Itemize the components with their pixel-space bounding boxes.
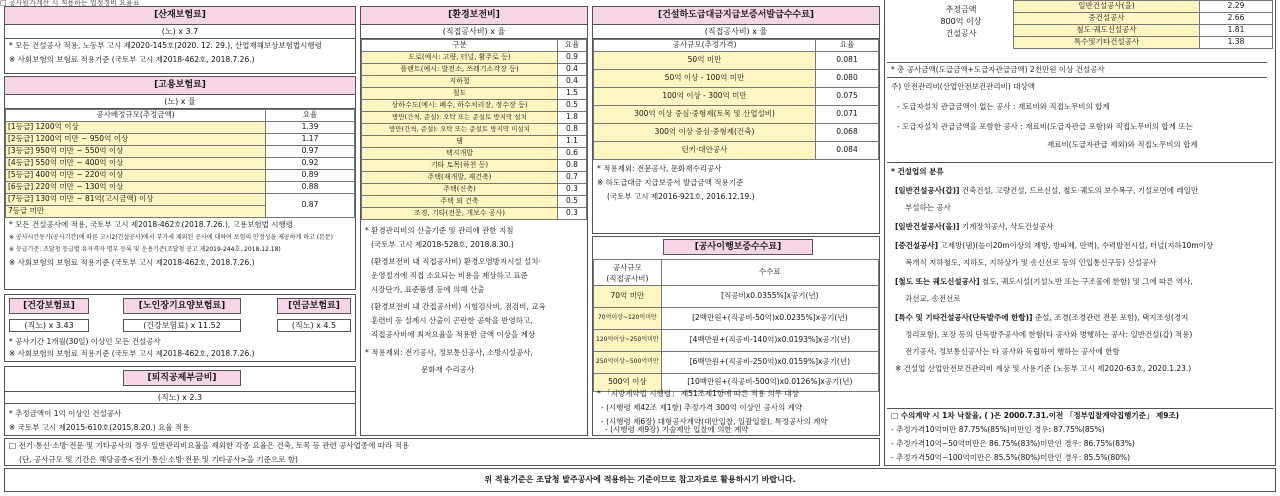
anjeon-line: - 도급자설치 관급금액이 없는 공사 : 재료비와 직접노무비의 합계 bbox=[897, 102, 1110, 111]
anjeon-line: - 도급자설치 관급금액을 포함한 공사 : 재료비(도급자관급 포함)와 직접노무비의 합계 또는 bbox=[897, 122, 1193, 131]
health-note: ※ 사회보험의 보험료 적용기준 (국토부 고시 제2018-462호, 2018.7.26.) bbox=[9, 349, 255, 358]
hado-title: [건설하도급대금지급보증서발급수수료] bbox=[593, 7, 879, 25]
hwangyeong-note: 훈련비 등 설계시 산출이 곤란한 공학을 반영하고, bbox=[371, 316, 533, 325]
gungang-formula: (직노) x 3.43 bbox=[9, 319, 89, 332]
suui-line: - 추정가격10억미만 87.75%(85%)미만인 경우: 87.75%(85%) bbox=[891, 425, 1105, 434]
sanjae-formula: (노) x 3.7 bbox=[5, 25, 355, 39]
right-section bbox=[884, 0, 1276, 466]
right-label: 추정금액 bbox=[945, 5, 977, 14]
table-row: 플랜트(예시: 발전소, 쓰레기소각장 등) 0.4 bbox=[362, 64, 587, 76]
hado-section bbox=[592, 6, 880, 234]
health-note: * 공사기간 1개월(30일) 이상인 모든 건설공사 bbox=[9, 337, 161, 346]
goyong-formula: (노) x 율 bbox=[5, 95, 355, 109]
table-row: 중건설공사 2.66 bbox=[1014, 13, 1273, 25]
hwangyeong-note: 운영절거에 직접 소요되는 비용을 계상하고 표준 bbox=[371, 271, 528, 280]
iheng-table bbox=[593, 259, 879, 392]
table-row: 일반건설공사(을) 2.29 bbox=[1014, 1, 1273, 13]
table-row: 7등급 미만 bbox=[6, 206, 355, 218]
footer-note: 위 적용기준은 조달청 발주공사에 적용하는 기준이므로 참고자료로 활용하시기 바랍니다. bbox=[4, 468, 1276, 492]
right-note: * 총 공사금액(도급금액+도급자관급금액) 2천만원 이상 건설공사 bbox=[887, 62, 1267, 78]
table-row: 120억이상~250억미만 [4백만원+(직공비-140억)x0.0193%]x공기(년) bbox=[594, 330, 879, 352]
hado-note: ※ 하도급대금 지급보증서 발급금액 적용기준 bbox=[597, 178, 744, 187]
hwangyeong-note: 직접공사비에 최저요율을 적용한 금액 이상을 계상 bbox=[371, 330, 536, 339]
table-row: [2등급] 1200억 미만 ~ 950억 이상 1.17 bbox=[6, 134, 355, 146]
safety-rate-table bbox=[889, 0, 1245, 58]
sanjae-note: * 모든 건설공사 적용, 노동부 고시 제2020-145호(2020. 12. 29.), 산업재해보상보험법시행령 bbox=[9, 41, 322, 50]
bunryu-item: [특수 및 기타건설공사(단독발주에 한함)] 준설, 조경(조경관련 전문 포함), 택지조성(경지 bbox=[895, 313, 1189, 322]
table-row: 50억 이상 - 100억 미만 0.080 bbox=[594, 70, 879, 88]
table-row: 100억 이상 - 300억 미만 0.075 bbox=[594, 88, 879, 106]
iheng-note: * 「지방계약법 시행령」 제51조제1항에 따른 적용 의무 대상 bbox=[597, 389, 799, 398]
suui-line: - 추정가격50억~100억미만은 85.5%(80%)미만인 경우: 85.5%(80%) bbox=[891, 453, 1131, 462]
iheng-note: - (시행령 제42조 제1항) 추정가격 300억 이상인 공사의 계약 bbox=[601, 403, 803, 412]
bottom-note-line: □ 전기·통신·소방·전문 및 기타공사의 경우 일반관리비요율을 제외한 각종 요율은 건축, 토목 등 관련 공사업종에 따라 적용 bbox=[9, 441, 410, 450]
hwangyeong-head: 구분 bbox=[362, 40, 558, 52]
table-row: 70억 미만 [직공비x0.0355%]x공기(년) bbox=[594, 286, 879, 308]
goyong-note: ※ 공사시간동기(공사기간)에 따른 고시2(건설공사)에서 부가세 제외된 공사에 대하여 보험의 안정성을 제공하게 하고 (본문) bbox=[9, 234, 333, 241]
table-row: [5등급] 400억 미만 ~ 220억 이상 0.89 bbox=[6, 170, 355, 182]
hwangyeong-note: * 환경관리비의 산출기준 및 관리에 관한 지침 bbox=[365, 226, 514, 235]
table-row: 특수및기타건설공사 1.38 bbox=[1014, 37, 1273, 49]
hado-table bbox=[593, 39, 879, 160]
toejik-section bbox=[4, 366, 356, 436]
hwangyeong-formula: (직접공사비) x 율 bbox=[361, 25, 587, 39]
goyong-head-rate: 요율 bbox=[266, 110, 355, 122]
hwangyeong-title: [환경보전비] bbox=[361, 7, 587, 25]
table-row: 250억이상~500억미만 [6백만원+(직공비-250억)x0.0159%]x공기(년) bbox=[594, 352, 879, 374]
goyong-note: ※ 사회보험의 보험료 적용기준 (국토부 고시 제2018-462호, 2018.7.26.) bbox=[9, 258, 255, 267]
bunryu-item: 전기공사, 정보통신공사는 타 공사와 독립하여 행하는 공사에 한함 bbox=[905, 347, 1120, 356]
iheng-title: [공사이행보증수수료] bbox=[663, 239, 813, 255]
bunryu-item: [일반건설공사(갑)] 건축건설, 고량건설, 드르신설, 철도·궤도의 보수복구, 기설로면에 레일만 bbox=[895, 186, 1199, 195]
table-row: 철도·궤도신설공사 1.81 bbox=[1014, 25, 1273, 37]
toejik-formula: (직노) x 2.3 bbox=[5, 391, 355, 404]
bunryu-heading: * 건설업의 분류 bbox=[891, 167, 944, 176]
bunryu-item: 복개식 지하철도, 지하도, 지하상가 및 송신선로 등의 인입통신구등) 신설공사 bbox=[905, 258, 1157, 267]
table-row: 주택 외 건축 0.5 bbox=[362, 196, 587, 208]
table-row: [4등급] 550억 미만 ~ 400억 이상 0.92 bbox=[6, 158, 355, 170]
hado-head: 공사규모(추정가격) bbox=[594, 40, 816, 52]
toejik-note: ※ 국토부 고시 제2015-610호(2015.8.20.) 요율 적용 bbox=[9, 423, 190, 432]
table-row: 300억 이상 중심·중형제(토목 및 산업설비) 0.071 bbox=[594, 106, 879, 124]
gungang-title: [건강보험료] bbox=[9, 298, 89, 314]
table-row: 300억 이상 중심·중형제(건축) 0.068 bbox=[594, 124, 879, 142]
suui-line: - 추정가격10억~50억미만은 86.75%(83%)미만인 경우: 86.75%(83%) bbox=[891, 439, 1135, 448]
table-row: [3등급] 950억 미만 ~ 550억 이상 0.97 bbox=[6, 146, 355, 158]
table-row: 택지개발 0.6 bbox=[362, 148, 587, 160]
anjeon-heading: 주) 안전관리비(산업안전보건관리비) 대상액 bbox=[891, 82, 1035, 91]
table-row: 철도 1.5 bbox=[362, 88, 587, 100]
yeongeum-formula: (직노) x 4.5 bbox=[277, 319, 351, 332]
table-row: 70억이상~120억미만 [2백만원+(직공비-50억)x0.0235%]x공기(년) bbox=[594, 308, 879, 330]
goyong-title: [고용보험료] bbox=[5, 77, 355, 95]
hwangyeong-exclude: * 적용제외: 전기공사, 정보통신공사, 소방시설공사, bbox=[365, 348, 533, 357]
sanjae-title: [산재보험료] bbox=[5, 7, 355, 25]
toejik-title: [퇴직공제부금비] bbox=[123, 370, 241, 386]
table-row: 500억 이상 [10백만원+(직공비-500억)x0.0126%]x공기(년) bbox=[594, 374, 879, 392]
noin-formula: (건강보험료) x 11.52 bbox=[123, 319, 241, 332]
yeongeum-title: [연금보험료] bbox=[277, 298, 351, 314]
bunryu-item: 부설하는 공사 bbox=[905, 203, 951, 212]
goyong-section bbox=[4, 76, 356, 290]
hwangyeong-section bbox=[360, 6, 588, 436]
table-row: 상하수도(예시: 폐수, 하수처리장, 정수장 등) 0.5 bbox=[362, 100, 587, 112]
table-row: 조경, 기타(전문, 개보수 공사) 0.3 bbox=[362, 208, 587, 220]
iheng-head: 수수료 bbox=[661, 260, 878, 286]
sanjae-section bbox=[4, 6, 356, 74]
iheng-head: 공사규모 (직접공사비) bbox=[594, 260, 662, 286]
toejik-note: * 추정금액이 1억 이상인 건설공사 bbox=[9, 409, 122, 418]
bunryu-item: [철도 또는 궤도신설공사] 철도, 궤도시설(기설노반 또는 구조물에 한함) 및 그에 따른 역사, bbox=[895, 277, 1193, 286]
right-label: 건설공사 bbox=[945, 29, 977, 38]
right-label: 800억 이상 bbox=[940, 17, 982, 26]
hado-note: * 적용제외: 전문공사, 문화재수리공사 bbox=[597, 164, 722, 173]
goyong-note: * 모든 건설공사에 적용, 국토부 고시 제2018-462호(2018.7.26.), 고용보험법 시행령 bbox=[9, 220, 293, 229]
goyong-head-scale: 공사배정규모(추정금액) bbox=[6, 110, 266, 122]
iheng-note: - (시행령 제6장) 대형공사계약(대안입찰, 일괄입찰), 특정공사의 계약 bbox=[601, 417, 828, 426]
sanjae-note: ※ 사회보험의 보험료 적용기준 (국토부 고시 제2018-462호, 2018.7.26.) bbox=[9, 55, 255, 64]
bunryu-item: 정리포함), 포장 등의 단독발주공사에 한함(타 공사와 병행하는 공사: 일반건설(갑) 적용) bbox=[905, 330, 1193, 339]
iheng-section bbox=[592, 236, 880, 436]
hwangyeong-note: 시장단가, 표준품셈 등에 의해 산출 bbox=[371, 285, 485, 294]
table-row: [7등급] 130억 미만 ~ 81억(고시금액) 이상 0.87 bbox=[6, 194, 355, 206]
table-row: 기타 토목(하천 등) 0.8 bbox=[362, 160, 587, 172]
hwangyeong-note: (환경보전비 내 간접공사비) 시험검사비, 점검비, 교육 bbox=[371, 302, 546, 311]
table-row: [1등급] 1200억 이상 1.39 bbox=[6, 122, 355, 134]
table-row: 50억 미만 0.081 bbox=[594, 52, 879, 70]
bunryu-item: [일반건설공사(을)] 기계장치공사, 삭도건설공사 bbox=[895, 222, 1054, 231]
bottom-note-line: (단, 공사규모 및 기간은 해당공종<전기·통신·소방·전문 및 기타공사>을 기준으로 함) bbox=[19, 455, 298, 464]
table-row: 댐 1.1 bbox=[362, 136, 587, 148]
hado-head: 요율 bbox=[816, 40, 879, 52]
hado-note: (국토부 고시 제2016-921호, 2016.12.19.) bbox=[607, 192, 755, 201]
goyong-note: ※ 등급기준: 조달청 등급별 유자격자 명부 등록 및 운용기준(조달청 공고 제2019-244호, 2018.12.18) bbox=[9, 246, 281, 253]
suui-heading: □ 수의계약 시 1차 낙찰율, ( )은 2000.7.31.이전 「정부입찰계약집행기준」 제9조) bbox=[891, 411, 1180, 420]
table-row: 방만(간척, 준설): 오탁 또는 준설토 방지막 미설치 0.8 bbox=[362, 124, 587, 136]
table-row: 턴키·대안공사 0.084 bbox=[594, 142, 879, 160]
table-row: 도로(예시: 고량, 터널, 활주로 등) 0.9 bbox=[362, 52, 587, 64]
hwangyeong-head: 요율 bbox=[558, 40, 587, 52]
hwangyeong-table bbox=[361, 39, 587, 220]
hado-formula: (직접공사비) x 율 bbox=[593, 25, 879, 39]
table-row: 주택(신축) 0.3 bbox=[362, 184, 587, 196]
hwangyeong-exclude: 문화재 수리공사 bbox=[421, 365, 475, 374]
bottom-note bbox=[4, 438, 880, 466]
table-row: 방만(간척, 준설): 오탁 또는 준설토 방지막 설치 1.8 bbox=[362, 112, 587, 124]
table-row: 주택(재개발, 재건축) 0.7 bbox=[362, 172, 587, 184]
hwangyeong-note: (국토부 고시 제2018-528호, 2018.8.30.) bbox=[371, 240, 514, 249]
health-section bbox=[4, 294, 356, 362]
bunryu-item: ※ 건설업 산업안전보건관리비 계상 및 사용기준 (노동부 고시 제2020-63호, 2020.1.23.) bbox=[895, 364, 1192, 373]
anjeon-line: 재료비(도급자관급 제외)와 직접노무비의 합계 bbox=[1047, 140, 1198, 149]
bunryu-item: 과선교, 송전선로 bbox=[905, 294, 961, 303]
hwangyeong-note: (환경보전비 내 직접공사비) 환경오염방지시설 설치· bbox=[371, 257, 541, 266]
table-row: [6등급] 220억 미만 ~ 130억 이상 0.88 bbox=[6, 182, 355, 194]
bunryu-item: [중건설공사] 고제방(댐)(높이20m이상의 제방, 방파제, 안벽), 수력발전시설, 터널(지하10m이상 bbox=[895, 241, 1214, 250]
table-row: 지하철 0.4 bbox=[362, 76, 587, 88]
noin-title: [노인장기요양보험료] bbox=[123, 298, 241, 314]
iheng-note: - (시행령 제9장) 기술제안 입찰에 의한 계약 bbox=[605, 425, 749, 434]
goyong-table bbox=[5, 109, 355, 218]
top-strip: □ 공사원가계산 시 적용하는 법정경비 요율표 bbox=[0, 0, 140, 6]
